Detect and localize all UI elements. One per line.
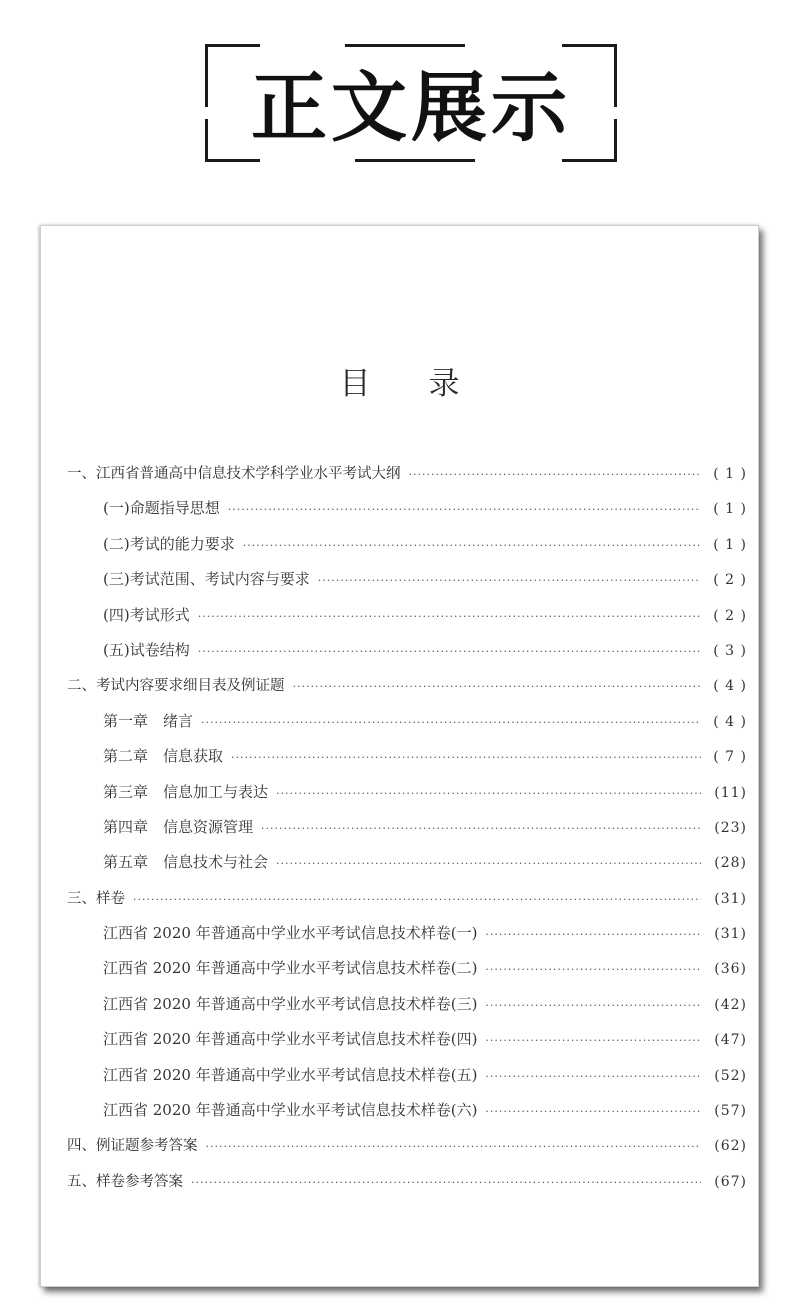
toc-entry-label: (二)考试的能力要求: [103, 534, 235, 553]
toc-section-row: [67, 674, 747, 709]
toc-leader-dots: [485, 1070, 701, 1083]
toc-subsection-row: [67, 1099, 747, 1134]
document-page: [40, 225, 759, 1287]
toc-leader-dots: [201, 716, 701, 729]
toc-leader-dots: [276, 857, 701, 870]
toc-page-number: ( 2 ): [713, 607, 747, 624]
toc-subsection-row: [67, 816, 747, 851]
toc-entry-label: (三)考试范围、考试内容与要求: [103, 570, 310, 589]
frame-bottom-line: [355, 159, 475, 162]
toc-subsection-row: [67, 533, 747, 568]
toc-leader-dots: [228, 503, 701, 516]
toc-leader-dots: [261, 822, 701, 835]
toc-leader-dots: [133, 893, 701, 906]
toc-page-number: ( 1 ): [713, 536, 747, 553]
toc-page-number: (31): [714, 926, 747, 943]
toc-section-row: [67, 1170, 747, 1205]
toc-subsection-row: [67, 851, 747, 886]
table-of-contents: [67, 462, 747, 1205]
toc-entry-label: 江西省 2020 年普通高中学业水平考试信息技术样卷(五): [103, 1065, 478, 1084]
toc-section-row: [67, 887, 747, 922]
banner-title: 正文展示: [251, 63, 571, 152]
toc-page-number: ( 7 ): [713, 749, 747, 766]
toc-leader-dots: [231, 751, 701, 764]
toc-page-number: (31): [714, 890, 747, 907]
toc-leader-dots: [206, 1140, 702, 1153]
toc-leader-dots: [293, 680, 702, 693]
toc-subsection-row: [67, 957, 747, 992]
toc-subsection-row: [67, 1064, 747, 1099]
toc-entry-label: 江西省 2020 年普通高中学业水平考试信息技术样卷(四): [103, 1030, 478, 1049]
toc-section-row: [67, 1134, 747, 1169]
toc-subsection-row: [67, 639, 747, 674]
toc-entry-label: (五)试卷结构: [103, 640, 190, 659]
toc-leader-dots: [243, 539, 701, 552]
toc-leader-dots: [191, 1176, 701, 1189]
toc-leader-dots: [485, 1034, 701, 1047]
toc-page-number: (36): [714, 961, 747, 978]
toc-entry-label: 四、例证题参考答案: [67, 1138, 198, 1155]
toc-leader-dots: [409, 468, 702, 481]
toc-entry-label: 江西省 2020 年普通高中学业水平考试信息技术样卷(三): [103, 994, 478, 1013]
toc-leader-dots: [276, 787, 701, 800]
toc-page-number: ( 4 ): [713, 678, 747, 695]
toc-page-number: (47): [714, 1032, 747, 1049]
toc-page-number: (23): [714, 819, 747, 836]
toc-subsection-row: [67, 781, 747, 816]
toc-entry-label: 第二章 信息获取: [103, 747, 224, 766]
toc-subsection-row: [67, 568, 747, 603]
toc-subsection-row: [67, 745, 747, 780]
toc-page-number: ( 1 ): [713, 466, 747, 482]
toc-page-number: (28): [714, 855, 747, 872]
toc-leader-dots: [485, 963, 701, 976]
toc-entry-label: (一)命题指导思想: [103, 499, 220, 518]
section-banner: [205, 44, 617, 162]
toc-title: 目录: [339, 366, 518, 402]
toc-entry-label: 江西省 2020 年普通高中学业水平考试信息技术样卷(六): [103, 1101, 478, 1120]
toc-entry-label: 第五章 信息技术与社会: [103, 853, 269, 872]
toc-subsection-row: [67, 604, 747, 639]
toc-page-number: ( 2 ): [713, 572, 747, 589]
toc-leader-dots: [198, 610, 701, 623]
toc-page-number: ( 4 ): [713, 713, 747, 730]
toc-leader-dots: [198, 645, 701, 658]
toc-page-number: ( 3 ): [713, 642, 747, 659]
toc-leader-dots: [485, 928, 701, 941]
toc-page-number: ( 1 ): [713, 501, 747, 518]
toc-subsection-row: [67, 1028, 747, 1063]
toc-page-number: (42): [714, 996, 747, 1013]
toc-entry-label: 五、样卷参考答案: [67, 1173, 183, 1190]
frame-top-line: [345, 44, 465, 47]
toc-page-number: (11): [714, 784, 747, 801]
toc-entry-label: 江西省 2020 年普通高中学业水平考试信息技术样卷(二): [103, 959, 478, 978]
toc-page-number: (52): [714, 1067, 747, 1084]
toc-subsection-row: [67, 497, 747, 532]
toc-entry-label: (四)考试形式: [103, 605, 190, 624]
toc-page-number: (67): [714, 1173, 747, 1190]
toc-leader-dots: [485, 1105, 701, 1118]
toc-entry-label: 第四章 信息资源管理: [103, 817, 254, 836]
toc-page-number: (57): [714, 1103, 747, 1120]
toc-subsection-row: [67, 993, 747, 1028]
toc-entry-label: 三、样卷: [67, 890, 125, 907]
toc-entry-label: 江西省 2020 年普通高中学业水平考试信息技术样卷(一): [103, 924, 478, 943]
toc-entry-label: 二、考试内容要求细目表及例证题: [67, 678, 285, 695]
toc-entry-label: 一、江西省普通高中信息技术学科学业水平考试大纲: [67, 466, 401, 482]
toc-entry-label: 第三章 信息加工与表达: [103, 782, 269, 801]
toc-section-row: [67, 462, 747, 497]
toc-page-number: (62): [714, 1138, 747, 1155]
toc-entry-label: 第一章 绪言: [103, 711, 194, 730]
toc-subsection-row: [67, 710, 747, 745]
toc-subsection-row: [67, 922, 747, 957]
toc-leader-dots: [485, 999, 701, 1012]
toc-leader-dots: [318, 574, 701, 587]
